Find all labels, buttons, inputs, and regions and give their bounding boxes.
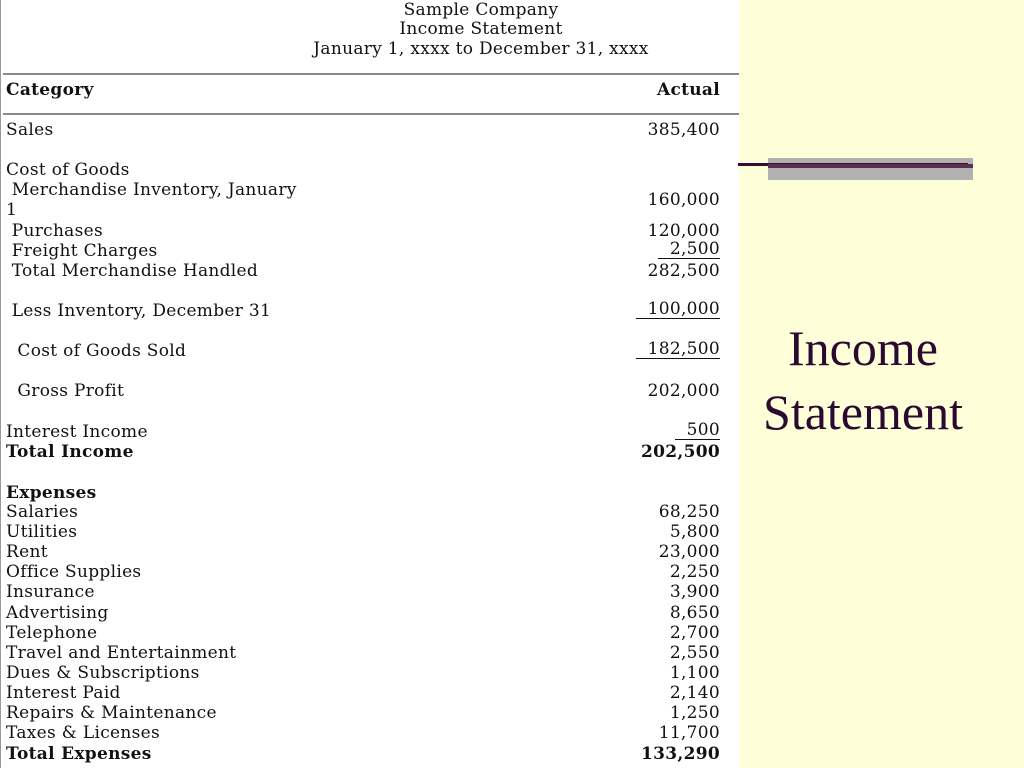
title-decoration-bar [768,158,973,180]
statement-title: Income Statement [399,19,563,39]
row-inventory-january-value [1,190,739,210]
column-header-actual: Actual [656,80,720,100]
row-label: Cost of Goods Sold [6,341,187,361]
expense-row [1,502,739,522]
company-name: Sample Company [403,0,559,20]
column-header-row [1,80,739,100]
row-total-income [1,442,739,462]
expense-row [1,723,739,743]
expense-row [1,703,739,723]
expense-value: 68,250 [658,502,720,522]
expense-row [1,683,739,703]
expense-value: 2,550 [669,643,720,663]
slide-title [738,316,988,444]
row-less-inventory [1,301,739,321]
expense-row [1,522,739,542]
row-label: Less Inventory, December 31 [6,301,272,321]
row-total-handled [1,261,739,281]
row-label: Freight Charges [6,241,158,261]
row-label: Interest Income [6,422,148,442]
expense-value: 3,900 [669,582,720,602]
row-freight [1,241,739,261]
row-label: Total Income [6,442,134,462]
expense-label: Utilities [6,522,78,542]
row-value: 120,000 [647,221,720,241]
header-rule-top [3,73,739,75]
row-label: Gross Profit [6,381,125,401]
expense-value: 2,700 [669,623,720,643]
row-sales [1,120,739,140]
expense-label: Dues & Subscriptions [6,663,200,683]
header-rule-bottom [3,113,739,115]
row-purchases [1,221,739,241]
row-value: 282,500 [647,261,720,281]
expense-label: Taxes & Licenses [6,723,161,743]
row-label: Expenses [6,483,97,503]
row-label-cont: 1 [6,200,18,220]
expense-value: 23,000 [658,542,720,562]
row-value: 385,400 [647,120,720,140]
row-label: Purchases [6,221,104,241]
expense-value: 2,140 [669,683,720,703]
expense-row [1,643,739,663]
expense-row [1,603,739,623]
expense-label: Insurance [6,582,95,602]
slide-title-line1: Income [788,320,938,376]
row-label: Sales [6,120,54,140]
row-label: Cost of Goods [6,160,130,180]
expense-value: 8,650 [669,603,720,623]
expense-row [1,663,739,683]
row-interest-income [1,422,739,442]
row-label: Total Merchandise Handled [6,261,259,281]
row-total-expenses [1,744,739,764]
expense-label: Rent [6,542,48,562]
expense-label: Interest Paid [6,683,121,703]
expense-row [1,542,739,562]
row-label: Total Expenses [6,744,152,764]
row-cost-of-goods-heading [1,160,739,180]
expense-row [1,562,739,582]
slide-title-line2: Statement [763,384,963,440]
statement-period: January 1, xxxx to December 31, xxxx [313,39,649,59]
expense-value: 2,250 [669,562,720,582]
row-value: 500 [675,422,720,440]
row-value: 133,290 [641,744,720,764]
expense-label: Salaries [6,502,79,522]
expense-label: Telephone [6,623,98,643]
row-gross-profit [1,381,739,401]
row-value: 100,000 [636,301,720,319]
expense-label: Repairs & Maintenance [6,703,217,723]
row-value: 2,500 [658,241,720,259]
row-expenses-heading [1,483,739,503]
expense-label: Advertising [6,603,109,623]
expense-row [1,623,739,643]
row-value: 202,000 [647,381,720,401]
expense-value: 1,250 [669,703,720,723]
row-value: 160,000 [647,190,720,210]
title-decoration-stripe [768,164,973,168]
expense-label: Travel and Entertainment [6,643,237,663]
row-cost-of-goods-sold [1,341,739,361]
column-header-category: Category [6,80,94,100]
row-value: 182,500 [636,341,720,359]
row-label: Merchandise Inventory, January [6,180,297,200]
expense-value: 1,100 [669,663,720,683]
expense-label: Office Supplies [6,562,142,582]
expense-value: 11,700 [658,723,720,743]
expense-row [1,582,739,602]
expense-value: 5,800 [669,522,720,542]
row-value: 202,500 [641,442,720,462]
